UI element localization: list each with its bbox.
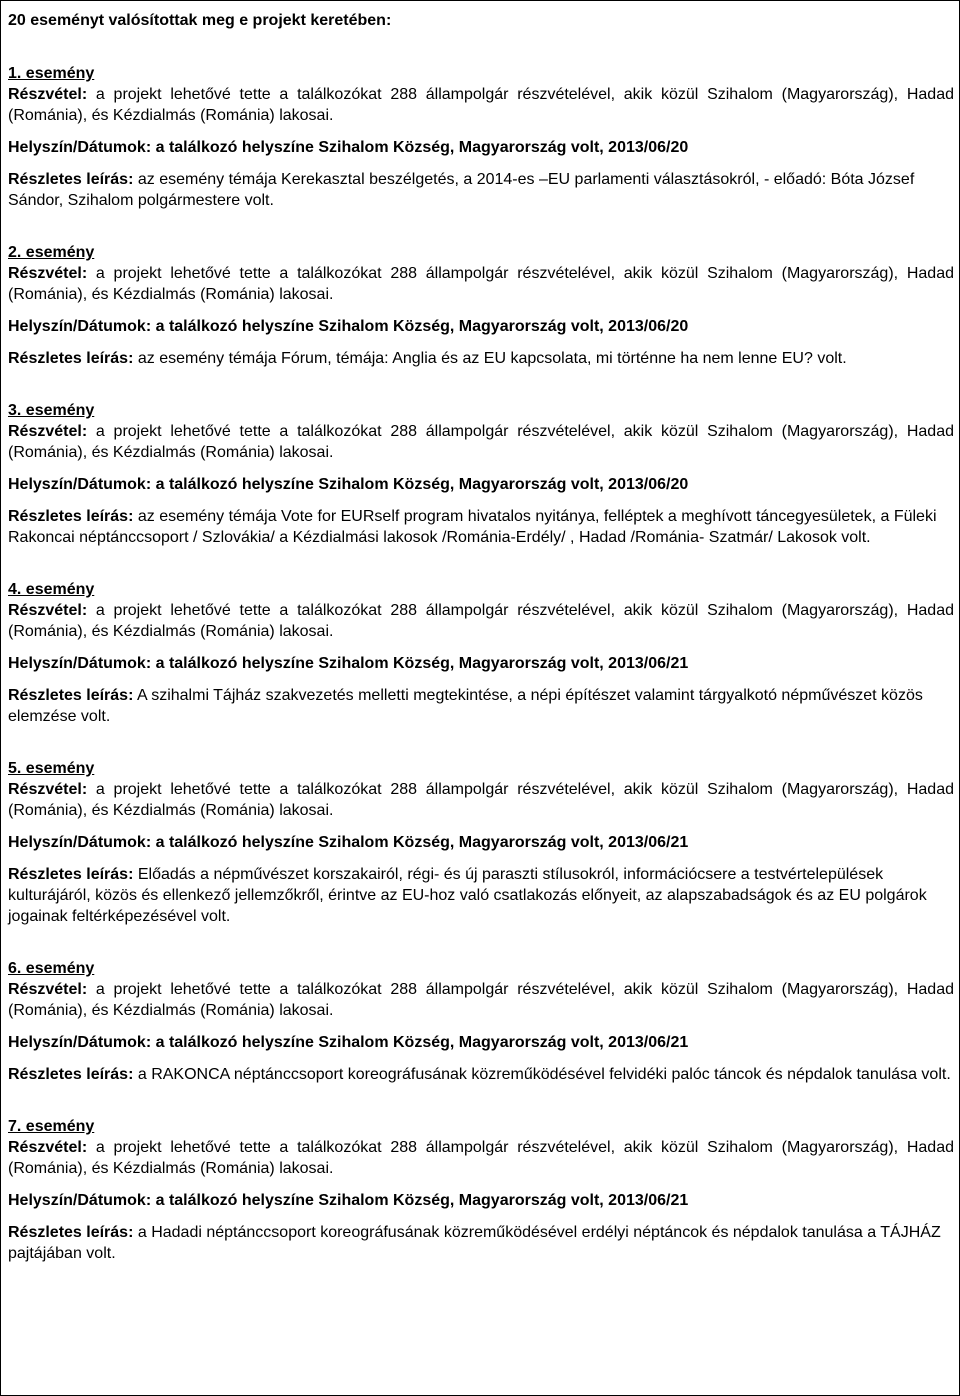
event-block	[8, 579, 954, 727]
event-title: 6. esemény	[8, 960, 95, 977]
place-label: Helyszín/Dátumok:	[8, 655, 152, 672]
place-text: a találkozó helyszíne Szihalom Község, Magyarország volt, 2013/06/21	[155, 834, 689, 851]
participation-text: a projekt lehetővé tette a találkozókat 288 állampolgár részvételével, akik közül Szihalom (Magyarország), Hadad (Románia), és Kézdialmás (Románia) lakosai.	[8, 781, 954, 819]
event-title: 2. esemény	[8, 244, 95, 261]
event-place	[8, 1032, 954, 1053]
description-text: az esemény témája Vote for EURself program hivatalos nyitánya, felléptek a meghívott táncegyesületek, a Füleki Rakoncai néptánccsoport / Szlovákia/ a Kézdialmási lakosok /Románia-Erdély/ , Hadad /Románia- Szatmár/ Lakosok volt.	[8, 508, 937, 546]
participation-text: a projekt lehetővé tette a találkozókat 288 állampolgár részvételével, akik közül Szihalom (Magyarország), Hadad (Románia), és Kézdialmás (Románia) lakosai.	[8, 423, 954, 461]
event-block	[8, 63, 954, 211]
event-description	[8, 506, 954, 548]
participation-label: Részvétel:	[8, 423, 88, 440]
participation-text: a projekt lehetővé tette a találkozókat 288 állampolgár részvételével, akik közül Szihalom (Magyarország), Hadad (Románia), és Kézdialmás (Románia) lakosai.	[8, 86, 954, 124]
event-participation	[8, 979, 954, 1021]
place-label: Helyszín/Dátumok:	[8, 139, 152, 156]
document-content	[8, 10, 954, 1295]
place-text: a találkozó helyszíne Szihalom Község, Magyarország volt, 2013/06/21	[155, 1192, 689, 1209]
place-label: Helyszín/Dátumok:	[8, 476, 152, 493]
place-label: Helyszín/Dátumok:	[8, 1192, 152, 1209]
event-description	[8, 169, 954, 211]
place-text: a találkozó helyszíne Szihalom Község, Magyarország volt, 2013/06/21	[155, 655, 689, 672]
participation-label: Részvétel:	[8, 1139, 88, 1156]
event-place	[8, 316, 954, 337]
description-text: az esemény témája Fórum, témája: Anglia és az EU kapcsolata, mi történne ha nem lenne EU? volt.	[137, 350, 847, 367]
description-text: Előadás a népművészet korszakairól, régi- és új paraszti stílusokról, információcsere a testvértelepülések kulturájáról, közös és ellenkező jellemzőkről, érintve az EU-hoz való csatlakozás előnyeit, az alapszabadságok és az EU polgárok jogainak feltérképezésével volt.	[8, 866, 927, 925]
event-description	[8, 348, 954, 369]
description-text: A szihalmi Tájház szakvezetés melletti megtekintése, a népi építészet valamint tárgyalkotó népművészet közös elemzése volt.	[8, 687, 923, 725]
participation-text: a projekt lehetővé tette a találkozókat 288 állampolgár részvételével, akik közül Szihalom (Magyarország), Hadad (Románia), és Kézdialmás (Románia) lakosai.	[8, 265, 954, 303]
participation-label: Részvétel:	[8, 265, 88, 282]
event-block	[8, 1116, 954, 1264]
event-block	[8, 758, 954, 927]
place-text: a találkozó helyszíne Szihalom Község, Magyarország volt, 2013/06/20	[155, 476, 689, 493]
event-description	[8, 864, 954, 927]
participation-label: Részvétel:	[8, 602, 88, 619]
description-label: Részletes leírás:	[8, 350, 134, 367]
participation-text: a projekt lehetővé tette a találkozókat 288 állampolgár részvételével, akik közül Szihalom (Magyarország), Hadad (Románia), és Kézdialmás (Románia) lakosai.	[8, 981, 954, 1019]
event-description	[8, 685, 954, 727]
participation-text: a projekt lehetővé tette a találkozókat 288 állampolgár részvételével, akik közül Szihalom (Magyarország), Hadad (Románia), és Kézdialmás (Románia) lakosai.	[8, 1139, 954, 1177]
event-participation	[8, 263, 954, 305]
event-participation	[8, 421, 954, 463]
event-participation	[8, 600, 954, 642]
event-description	[8, 1064, 954, 1085]
event-place	[8, 832, 954, 853]
place-text: a találkozó helyszíne Szihalom Község, Magyarország volt, 2013/06/20	[155, 139, 689, 156]
event-participation	[8, 84, 954, 126]
event-title: 5. esemény	[8, 760, 95, 777]
place-text: a találkozó helyszíne Szihalom Község, Magyarország volt, 2013/06/21	[155, 1034, 689, 1051]
event-title: 3. esemény	[8, 402, 95, 419]
description-label: Részletes leírás:	[8, 508, 134, 525]
event-description	[8, 1222, 954, 1264]
event-participation	[8, 779, 954, 821]
description-label: Részletes leírás:	[8, 687, 134, 704]
description-label: Részletes leírás:	[8, 1224, 134, 1241]
event-block	[8, 242, 954, 369]
event-title: 1. esemény	[8, 65, 95, 82]
description-text: a Hadadi néptánccsoport koreográfusának közreműködésével erdélyi néptáncok és népdalok tanulása a TÁJHÁZ pajtájában volt.	[8, 1224, 941, 1262]
participation-text: a projekt lehetővé tette a találkozókat 288 állampolgár részvételével, akik közül Szihalom (Magyarország), Hadad (Románia), és Kézdialmás (Románia) lakosai.	[8, 602, 954, 640]
participation-label: Részvétel:	[8, 981, 88, 998]
event-title: 4. esemény	[8, 581, 95, 598]
description-label: Részletes leírás:	[8, 171, 134, 188]
description-label: Részletes leírás:	[8, 1066, 134, 1083]
event-title: 7. esemény	[8, 1118, 95, 1135]
event-place	[8, 474, 954, 495]
description-text: az esemény témája Kerekasztal beszélgetés, a 2014-es –EU parlamenti választásokról, - előadó: Bóta József Sándor, Szihalom polgármestere volt.	[8, 171, 915, 209]
place-label: Helyszín/Dátumok:	[8, 1034, 152, 1051]
event-place	[8, 137, 954, 158]
event-place	[8, 653, 954, 674]
participation-label: Részvétel:	[8, 781, 88, 798]
place-text: a találkozó helyszíne Szihalom Község, Magyarország volt, 2013/06/20	[155, 318, 689, 335]
event-block	[8, 400, 954, 548]
participation-label: Részvétel:	[8, 86, 88, 103]
description-text: a RAKONCA néptánccsoport koreográfusának közreműködésével felvidéki palóc táncok és népdalok tanulása volt.	[137, 1066, 951, 1083]
description-label: Részletes leírás:	[8, 866, 134, 883]
event-place	[8, 1190, 954, 1211]
place-label: Helyszín/Dátumok:	[8, 318, 152, 335]
event-participation	[8, 1137, 954, 1179]
intro-heading: 20 eseményt valósítottak meg e projekt keretében:	[8, 12, 392, 29]
place-label: Helyszín/Dátumok:	[8, 834, 152, 851]
event-block	[8, 958, 954, 1085]
